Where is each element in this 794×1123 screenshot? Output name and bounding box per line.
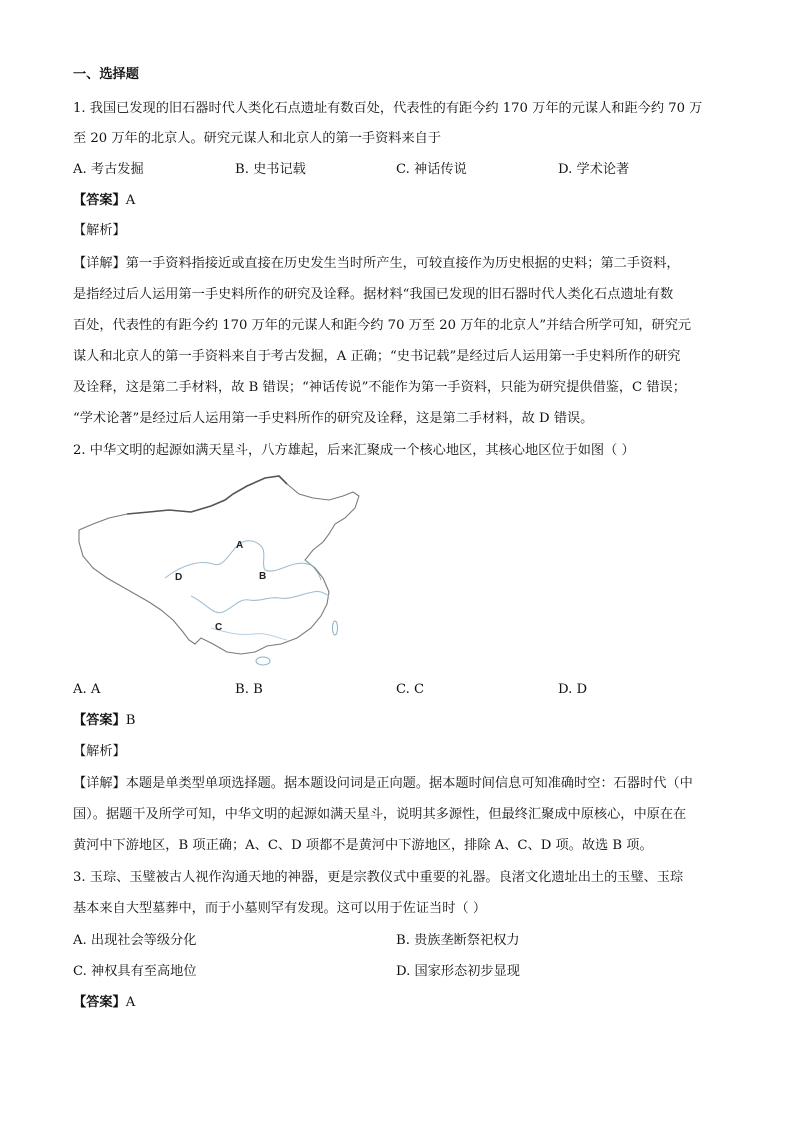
section-title: 一、选择题 — [73, 67, 139, 82]
q1-detail-5: 及诠释，这是第二手材料，故 B 错误；“神话传说”不能作为第一手资料，只能为研究提供借鉴，C 错误； — [73, 380, 686, 395]
q2-answer-value: B — [125, 713, 136, 728]
q1-option-d: D. 学术论著 — [558, 162, 630, 177]
q2-answer — [73, 712, 135, 730]
q3-option-d: D. 国家形态初步显现 — [396, 964, 520, 979]
q2-detail-3: 黄河中下游地区，B 项正确；A、C、D 项都不是黄河中下游地区，排除 A、C、D 项。故选 B 项。 — [73, 838, 653, 853]
q1-detail-3: 百处，代表性的有距今约 170 万年的元谋人和距今约 70 万至 20 万年的北京人”并结合所学可知，研究元 — [73, 318, 692, 333]
q2-option-c: C. C — [396, 682, 425, 697]
q1-option-c: C. 神话传说 — [396, 162, 467, 177]
q3-answer-label: 【答案】 — [73, 995, 126, 1010]
q3-answer-value: A — [125, 995, 136, 1010]
q3-answer — [73, 994, 135, 1012]
q2-option-b: B. B — [235, 682, 263, 697]
map-label-d: D — [175, 572, 183, 583]
q1-detail-2: 是指经过后人运用第一手史料所作的研究及诠释。据材料“我国已发现的旧石器时代人类化石点遗址有数 — [73, 287, 674, 302]
q3-option-c: C. 神权具有至高地位 — [73, 964, 197, 979]
q2-analysis-label: 【解析】 — [73, 744, 126, 759]
q2-detail-2: 国）。据题干及所学可知，中华文明的起源如满天星斗，说明其多源性，但最终汇聚成中原核心，中原在在 — [73, 807, 687, 822]
q1-detail-6: “学术论著”是经过后人运用第一手史料所作的研究及诠释，这是第二手材料，故 D 错误。 — [73, 411, 594, 426]
q2-option-d: D. D — [558, 682, 588, 697]
q1-answer — [73, 192, 135, 210]
q3-option-a: A. 出现社会等级分化 — [73, 933, 197, 948]
map-hainan — [256, 657, 270, 665]
question-2-line-1: 2. 中华文明的起源如满天星斗，八方雄起，后来汇聚成一个核心地区，其核心地区位于如图（ ） — [73, 443, 635, 458]
q1-analysis-label: 【解析】 — [73, 223, 126, 238]
q2-answer-label: 【答案】 — [73, 713, 126, 728]
q1-detail-4: 谋人和北京人的第一手资料来自于考古发掘，A 正确；“史书记载”是经过后人运用第一手史料所作的研究 — [73, 349, 681, 364]
map-coast — [305, 560, 321, 580]
q3-option-b: B. 贵族垄断祭祀权力 — [396, 933, 520, 948]
map-label-a: A — [236, 540, 244, 551]
q1-option-a: A. 考古发掘 — [73, 162, 144, 177]
question-1-line-2: 至 20 万年的北京人。研究元谋人和北京人的第一手资料来自于 — [73, 131, 442, 146]
q2-detail-1: 【详解】本题是单类型单项选择题。据本题设问词是正向题。据本题时间信息可知准确时空：石器时代（中 — [73, 776, 693, 791]
question-3-line-1: 3. 玉琮、玉璧被古人视作沟通天地的神器，更是宗教仪式中重要的礼器。良渚文化遗址出土的玉璧、玉琮 — [73, 870, 684, 885]
q1-answer-value: A — [125, 193, 136, 208]
map-taiwan — [333, 621, 338, 635]
map-yangtze-river — [191, 591, 329, 612]
q1-answer-label: 【答案】 — [73, 193, 126, 208]
question-1-line-1: 1. 我国已发现的旧石器时代人类化石点遗址有数百处，代表性的有距今约 170 万年的元谋人和距今约 70 万 — [73, 101, 703, 116]
q1-option-b: B. 史书记载 — [235, 162, 306, 177]
map-label-c: C — [215, 622, 223, 633]
china-map — [73, 468, 363, 673]
question-3-line-2: 基本来自大型墓葬中，而于小墓则罕有发现。这可以用于佐证当时（ ） — [73, 901, 487, 916]
map-pearl-river — [211, 628, 287, 640]
q2-option-a: A. A — [73, 682, 101, 697]
q1-detail-1: 【详解】第一手资料指接近或直接在历史发生当时所产生，可较直接作为历史根据的史料；第二手资料， — [73, 256, 680, 271]
map-label-b: B — [259, 571, 267, 582]
map-north-border — [127, 476, 287, 514]
